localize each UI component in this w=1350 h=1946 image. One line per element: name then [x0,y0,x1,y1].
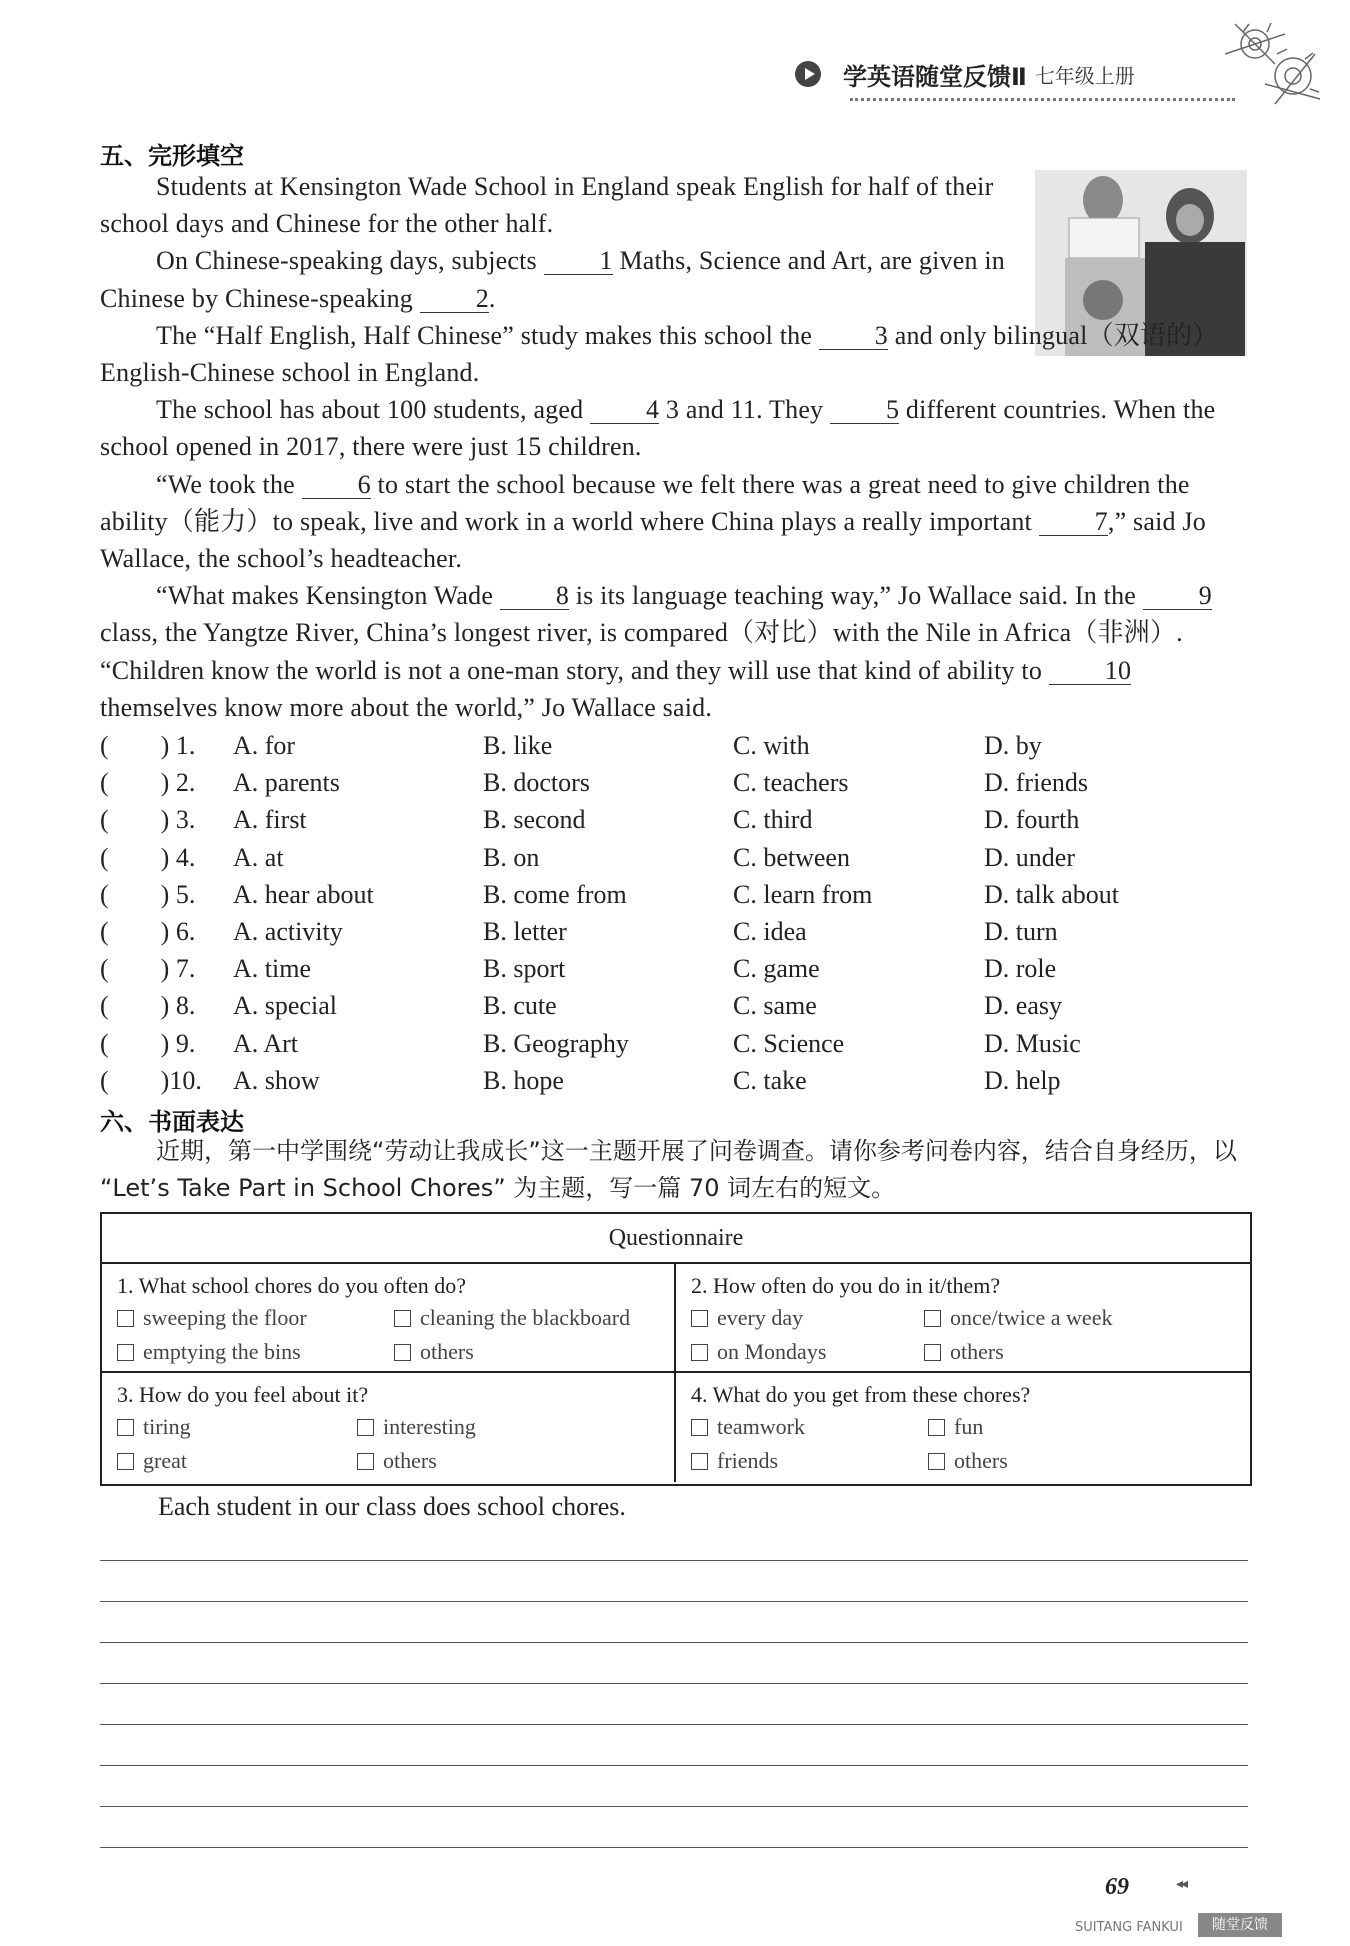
flower-decoration-icon [1215,14,1325,124]
writing-line[interactable] [100,1765,1248,1766]
blank-10[interactable]: 10 [1049,658,1131,685]
questionnaire-title: Questionnaire [102,1214,1250,1264]
checkbox-option[interactable]: friends [691,1445,778,1477]
section5-title: 五、完形填空 [100,142,244,170]
writing-line[interactable] [100,1601,1248,1602]
checkbox-icon [357,1419,374,1436]
arrows-icon: ◂◂ [1176,1877,1187,1892]
checkbox-option[interactable]: once/twice a week [924,1302,1112,1334]
blank-1[interactable]: 1 [544,248,613,275]
option-row: ( ) 6. A. activity B. letter C. idea D. turn [100,916,1058,946]
option-row: ( ) 4. A. at B. on C. between D. under [100,842,1075,872]
writing-line[interactable] [100,1642,1248,1643]
footer-pinyin: SUITANG FANKUI [1075,1920,1183,1935]
blank-4[interactable]: 4 [590,397,659,424]
checkbox-icon [691,1310,708,1327]
section6-title: 六、书面表达 [100,1108,244,1136]
header [795,54,1135,94]
checkbox-option[interactable]: others [924,1336,1004,1368]
option-row: ( ) 5. A. hear about B. come from C. learn from D. talk about [100,879,1120,909]
passage-p5: “We took the 6 to start the school because we felt there was a great need to give children the ability（能力）to speak, live and work in a world where China plays a really important 7,” said Jo Wallace, the school’s headteacher. [100,469,1206,574]
checkbox-option[interactable]: teamwork [691,1411,805,1443]
checkbox-icon [394,1344,411,1361]
writing-line[interactable] [100,1806,1248,1807]
checkbox-icon [117,1419,134,1436]
option-row: ( ) 8. A. special B. cute C. same D. easy [100,991,1062,1021]
checkbox-option[interactable]: every day [691,1302,803,1334]
option-row: ( ) 7. A. time B. sport C. game D. role [100,954,1057,984]
blank-8[interactable]: 8 [500,583,569,610]
play-icon [795,61,821,87]
checkbox-icon [117,1310,134,1327]
questionnaire-table [100,1212,1252,1486]
blank-3[interactable]: 3 [819,323,888,350]
passage-p3: The “Half English, Half Chinese” study makes this school the 3 and only bilingual（双语的）English-Chinese school in England. [100,320,1219,388]
checkbox-icon [924,1344,941,1361]
questionnaire-grid [102,1264,1250,1482]
start-sentence: Each student in our class does school chores. [158,1492,626,1521]
checkbox-icon [357,1453,374,1470]
question-3: 3. How do you feel about it? tiring interesting great others [102,1373,676,1482]
checkbox-icon [394,1310,411,1327]
passage-p6: “What makes Kensington Wade 8 is its language teaching way,” Jo Wallace said. In the 9 class, the Yangtze River, China’s longest river, is compared（对比）with the Nile in Africa（非洲）. “Children know the world is not a one-man story, and they will use that kind of ability to 10 themselves know more about the world,” Jo Wallace said. [100,581,1212,722]
writing-line[interactable] [100,1847,1248,1848]
checkbox-option[interactable]: cleaning the blackboard [394,1302,630,1334]
checkbox-option[interactable]: others [394,1336,474,1368]
checkbox-option[interactable]: others [357,1445,437,1477]
checkbox-icon [691,1453,708,1470]
question-4: 4. What do you get from these chores? teamwork fun friends others [676,1373,1250,1482]
option-row: ( ) 9. A. Art B. Geography C. Science D. Music [100,1028,1081,1058]
writing-line[interactable] [100,1560,1248,1561]
checkbox-option[interactable]: sweeping the floor [117,1302,307,1334]
checkbox-icon [924,1310,941,1327]
checkbox-icon [928,1419,945,1436]
question-1: 1. What school chores do you often do? sweeping the floor cleaning the blackboard emptying the bins others [102,1264,676,1373]
checkbox-option[interactable]: on Mondays [691,1336,826,1368]
checkbox-icon [928,1453,945,1470]
blank-2[interactable]: 2 [420,286,489,313]
checkbox-option[interactable]: others [928,1445,1008,1477]
checkbox-icon [117,1453,134,1470]
option-row: ( )10. A. show B. hope C. take D. help [100,1065,1061,1095]
checkbox-option[interactable]: emptying the bins [117,1336,301,1368]
checkbox-option[interactable]: fun [928,1411,983,1443]
header-divider [850,98,1235,101]
option-row: ( ) 2. A. parents B. doctors C. teachers D. friends [100,768,1088,798]
writing-line[interactable] [100,1724,1248,1725]
blank-9[interactable]: 9 [1143,583,1212,610]
checkbox-icon [691,1419,708,1436]
blank-7[interactable]: 7 [1039,509,1108,536]
checkbox-option[interactable]: great [117,1445,187,1477]
grade-label: 七年级上册 [1034,63,1135,88]
question-2: 2. How often do you do in it/them? every day once/twice a week on Mondays others [676,1264,1250,1373]
blank-5[interactable]: 5 [830,397,899,424]
option-row: ( ) 3. A. first B. second C. third D. fourth [100,805,1080,835]
footer-badge: 随堂反馈 [1198,1913,1282,1937]
passage-p1: Students at Kensington Wade School in England speak English for half of their school days and Chinese for the other half. [100,172,994,239]
checkbox-icon [117,1344,134,1361]
blank-6[interactable]: 6 [302,472,371,499]
passage [100,168,1250,726]
book-title: 学英语随堂反馈Ⅱ [843,62,1027,91]
writing-task: 近期，第一中学围绕“劳动让我成长”这一主题开展了问卷调查。请你参考问卷内容，结合自身经历，以 “Let’s Take Part in School Chores” 为主题，写一篇 70 词左右的短文。 [100,1137,1237,1202]
checkbox-icon [691,1344,708,1361]
passage-p2: On Chinese-speaking days, subjects 1 Maths, Science and Art, are given in Chinese by Chinese-speaking 2. [100,246,1005,313]
writing-line[interactable] [100,1683,1248,1684]
option-row: ( ) 1. A. for B. like C. with D. by [100,731,1042,760]
page-number: 69 [1105,1874,1129,1900]
checkbox-option[interactable]: interesting [357,1411,476,1443]
options-list [100,727,1250,1099]
checkbox-option[interactable]: tiring [117,1411,191,1443]
passage-p4: The school has about 100 students, aged 4 3 and 11. They 5 different countries. When the school opened in 2017, there were just 15 children. [100,395,1216,462]
